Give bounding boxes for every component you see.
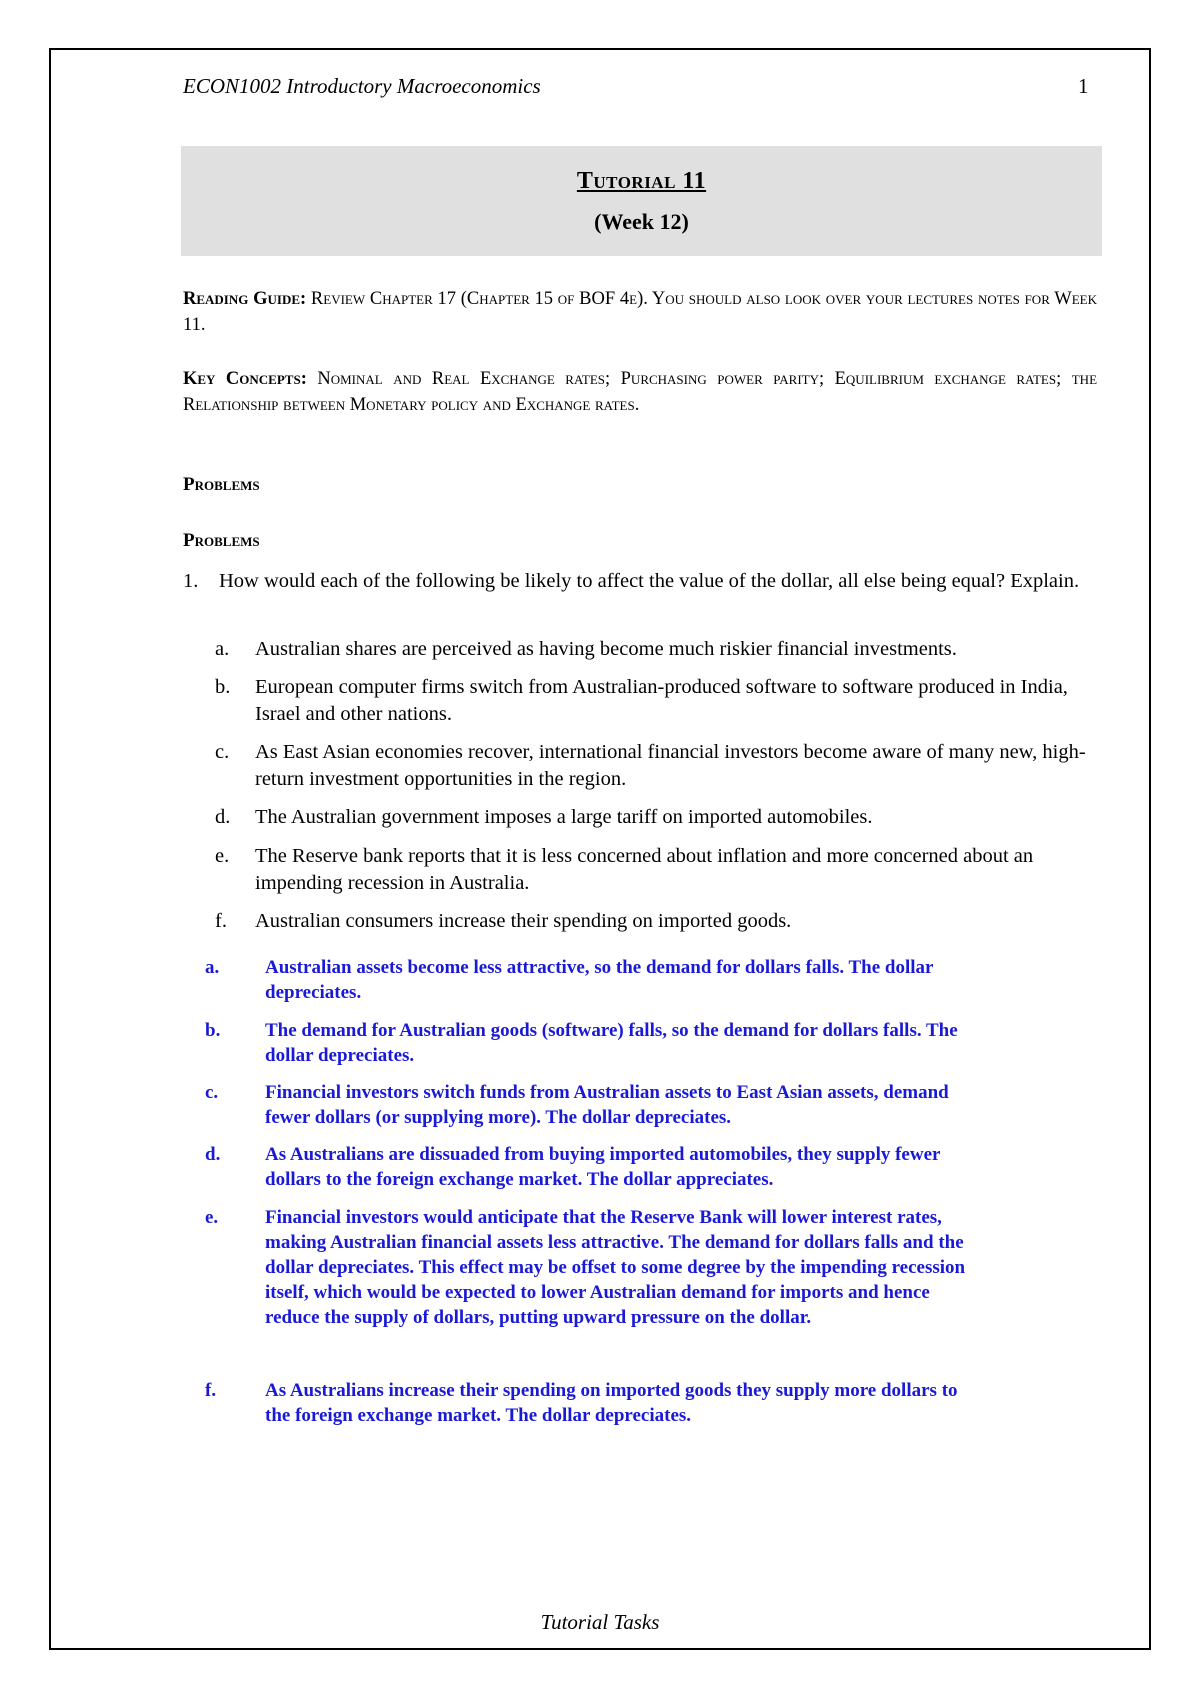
- answer-letter: f.: [205, 1380, 217, 1401]
- key-concepts-text: Nominal and Real Exchange rates; Purchasing power parity; Equilibrium exchange rates; the Relationship between Monetary policy and Exchange rates.: [183, 369, 1098, 415]
- item-letter: d.: [215, 806, 231, 828]
- tutorial-title: Tutorial 11: [576, 168, 707, 194]
- item-letter: c.: [215, 741, 230, 763]
- answer-letter: b.: [205, 1020, 221, 1041]
- item-letter: a.: [215, 638, 230, 660]
- key-concepts-label: Key Concepts:: [183, 369, 307, 389]
- answer-letter: e.: [205, 1207, 219, 1228]
- answer-letter: d.: [205, 1144, 221, 1165]
- problems-heading: Problems: [183, 474, 260, 495]
- tutorial-week: (Week 12): [594, 209, 689, 234]
- page-footer: Tutorial Tasks: [540, 1610, 660, 1634]
- course-title: ECON1002 Introductory Macroeconomics: [183, 74, 541, 98]
- question-text: How would each of the following be likely to affect the value of the dollar, all else being equal? Explain.: [219, 570, 1080, 592]
- answer-text: Financial investors switch funds from Australian assets to East Asian assets, demand fewer dollars (or supplying more). The dollar depreciates.: [265, 1082, 949, 1128]
- item-text: As East Asian economies recover, international financial investors become aware of many new, high-return investment opportunities in the region.: [255, 741, 1086, 790]
- item-text: The Australian government imposes a large tariff on imported automobiles.: [255, 806, 873, 828]
- problems-heading-2: Problems: [183, 530, 260, 551]
- key-concepts: [183, 366, 1097, 418]
- item-text: Australian shares are perceived as having become much riskier financial investments.: [255, 638, 957, 660]
- answer-text: As Australians increase their spending on imported goods they supply more dollars to the foreign exchange market. The dollar depreciates.: [265, 1380, 958, 1426]
- answer-text: The demand for Australian goods (software) falls, so the demand for dollars falls. The dollar depreciates.: [265, 1020, 958, 1066]
- question-number: 1.: [183, 570, 199, 592]
- item-letter: e.: [215, 845, 230, 867]
- answer-text: Financial investors would anticipate that the Reserve Bank will lower interest rates, making Australian financial assets less attractive. The demand for dollars falls and the dollar depreciates. This effect may be offset to some degree by the impending recession itself, which would be expected to lower Australian demand for imports and hence reduce the supply of dollars, putting upward pressure on the dollar.: [265, 1207, 966, 1328]
- item-text: Australian consumers increase their spending on imported goods.: [255, 910, 792, 932]
- item-text: The Reserve bank reports that it is less concerned about inflation and more concerned about an impending recession in Australia.: [255, 845, 1034, 894]
- title-banner: [181, 146, 1102, 256]
- item-letter: f.: [215, 910, 227, 932]
- answer-letter: a.: [205, 957, 220, 978]
- answer-letter: c.: [205, 1082, 219, 1103]
- item-text: European computer firms switch from Australian-produced software to software produced in India, Israel and other nations.: [255, 676, 1068, 725]
- reading-guide-text: Review Chapter 17 (Chapter 15 of BOF 4e). You should also look over your lectures notes for Week 11.: [183, 289, 1098, 335]
- page-number: 1: [1078, 74, 1089, 98]
- answer-text: Australian assets become less attractive, so the demand for dollars falls. The dollar depreciates.: [265, 957, 934, 1003]
- reading-guide-label: Reading Guide:: [183, 289, 307, 309]
- reading-guide: [183, 286, 1097, 338]
- answer-text: As Australians are dissuaded from buying imported automobiles, they supply fewer dollars to the foreign exchange market. The dollar appreciates.: [265, 1144, 941, 1190]
- item-letter: b.: [215, 676, 231, 698]
